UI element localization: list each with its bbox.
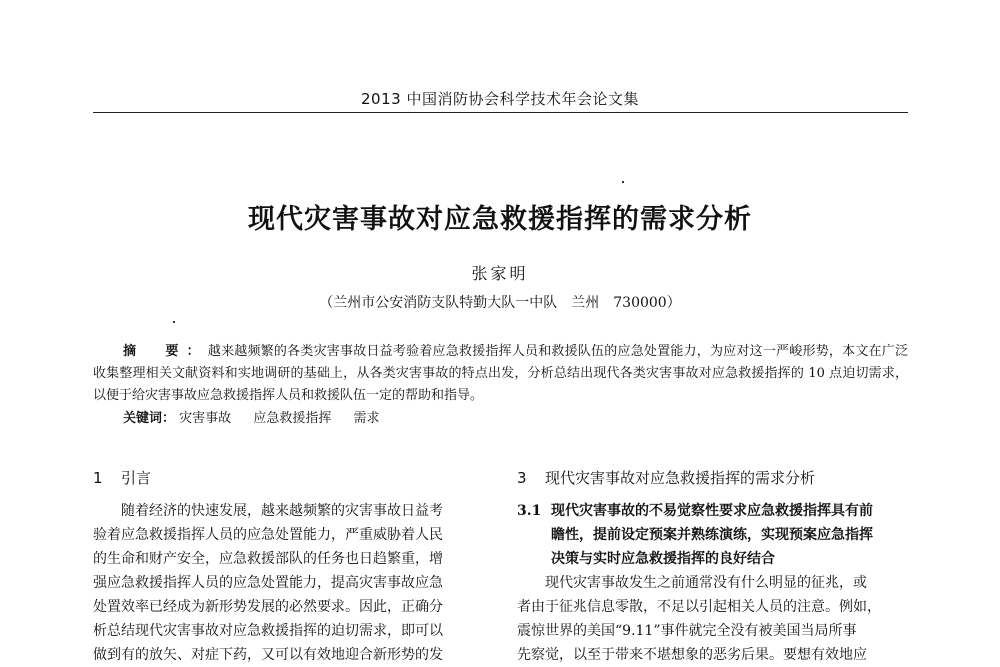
text-line: 随着经济的快速发展，越来越频繁的灾害事故日益考 bbox=[121, 503, 443, 519]
keywords-label: 关键词： bbox=[123, 411, 176, 426]
text-line: 现代灾害事故发生之前通常没有什么明显的征兆，或 bbox=[545, 575, 867, 591]
body-paragraph bbox=[93, 499, 483, 667]
abstract-label: 摘 要： bbox=[123, 344, 208, 359]
section-title: 引言 bbox=[121, 469, 152, 487]
subsection-line: 现代灾害事故的不易觉察性要求应急救援指挥具有前 bbox=[551, 503, 873, 519]
scan-speck bbox=[173, 321, 175, 323]
subsection-line: 瞻性，提前设定预案并熟练演练，实现预案应急指挥 bbox=[551, 527, 873, 543]
text-line: 析总结现代灾害事故对应急救援指挥的迫切需求，即可以 bbox=[93, 623, 443, 639]
text-line: 者由于征兆信息零散，不足以引起相关人员的注意。例如， bbox=[517, 599, 881, 615]
text-line: 做到有的放矢、对症下药，又可以有效地迎合新形势的发 bbox=[93, 647, 443, 663]
right-column bbox=[517, 466, 907, 667]
section-number: 1 bbox=[93, 469, 103, 487]
subsection-number: 3.1 bbox=[517, 503, 542, 519]
running-head: 2013 中国消防协会科学技术年会论文集 bbox=[361, 90, 639, 108]
body-paragraph bbox=[517, 571, 907, 667]
keyword: 灾害事故 bbox=[179, 411, 232, 426]
paper-title: 现代灾害事故对应急救援指挥的需求分析 bbox=[248, 204, 752, 235]
section-heading bbox=[93, 466, 483, 493]
text-line: 验着应急救援指挥人员的应急处置能力，严重威胁着人民 bbox=[93, 527, 443, 543]
keyword: 应急救援指挥 bbox=[253, 411, 332, 426]
abstract bbox=[93, 341, 908, 407]
text-line: 处置效率已经成为新形势发展的必然要求。因此，正确分 bbox=[93, 599, 443, 615]
text-line: 的生命和财产安全，应急救援部队的任务也日趋繁重，增 bbox=[93, 551, 443, 567]
left-column bbox=[93, 466, 483, 667]
section-title: 现代灾害事故对应急救援指挥的需求分析 bbox=[545, 469, 816, 487]
header-rule bbox=[93, 112, 908, 113]
subsection-heading bbox=[517, 499, 907, 571]
text-line: 先察觉，以至于带来不堪想象的恶劣后果。要想有效地应 bbox=[517, 647, 867, 663]
section-number: 3 bbox=[517, 469, 527, 487]
scan-speck bbox=[622, 181, 624, 183]
subsection-line: 决策与实时应急救援指挥的良好结合 bbox=[551, 551, 775, 567]
text-line: 强应急救援指挥人员的应急处置能力，提高灾害事故应急 bbox=[93, 575, 443, 591]
abstract-text: 越来越频繁的各类灾害事故日益考验着应急救援指挥人员和救援队伍的应急处置能力，为应对这一严峻形势，本文在广泛收集整理相关文献资料和实地调研的基础上，从各类灾害事故的特点出发，分析总结出现代各类灾害事故对应急救援指挥的 10 点迫切需求，以便于给灾害事故应急救援指挥人员和救援队伍一定的帮助和指导。 bbox=[93, 344, 908, 403]
keyword: 需求 bbox=[353, 411, 380, 426]
author-affiliation: （兰州市公安消防支队特勤大队一中队 兰州 730000） bbox=[319, 295, 681, 311]
keywords bbox=[123, 407, 397, 426]
section-heading bbox=[517, 466, 907, 493]
text-line: 震惊世界的美国“9.11”事件就完全没有被美国当局所事 bbox=[517, 623, 857, 639]
author-name: 张家明 bbox=[471, 264, 529, 283]
